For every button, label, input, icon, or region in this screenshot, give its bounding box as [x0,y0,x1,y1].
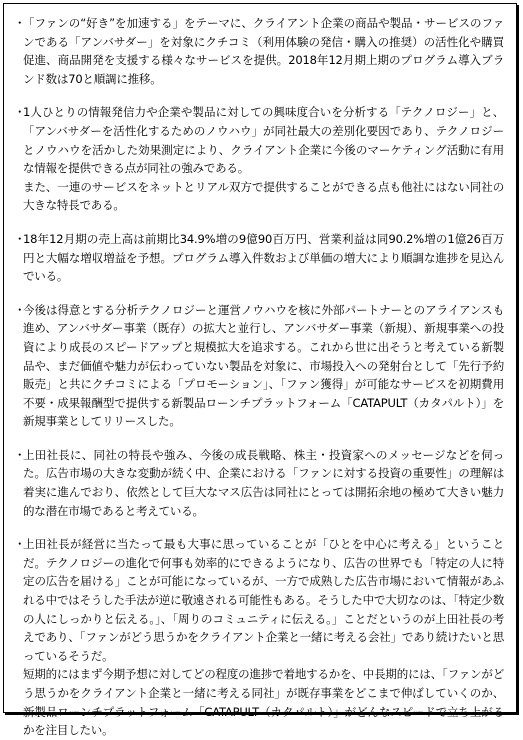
summary-item [14,446,504,520]
summary-paragraph: 「ファンの“好き”を加速する」をテーマに、クライアント企業の商品や製品・サービスのファンである「アンバサダー」を対象にクチコミ（利用体験の発信・購入の推奨）の活性化や購買促進、商品開発を支援する様々なサービスを提供。2018年12月期上期のプログラム導入ブランド数は70と順調に推移。 [23,16,504,86]
summary-paragraph: 上田社長に、同社の特長や強み、今後の成長戦略、株主・投資家へのメッセージなどを伺った。広告市場の大きな変動が続く中、企業における「ファンに対する投資の重要性」の理解は着実に進んでおり、依然として巨大なマス広告は同社にとっては開拓余地の極めて大きい魅力的な潜在市場であると考えている。 [23,447,504,518]
summary-item [14,103,504,215]
summary-paragraph: 今後は得意とする分析テクノロジーと運営ノウハウを核に外部パートナーとのアライアンスも進め、アンバサダー事業（既存）の拡大と並行し、アンバサダー事業（新規）、新規事業への投資により成長のスピードアップと規模拡大を追求する。これから世に出そうと考えている新製品や、まだ価値や魅力が伝わっていない製品を対象に、市場投入への発射台として「先行予約販売」と共にクチコミによる「プロモーション」、「ファン獲得」が可能なサービスを初期費用不要・成果報酬型で提供する新製品ローンチプラットフォーム「CATAPULT（カタパルト）」を新規事業としてリリースした。 [23,302,504,429]
summary-paragraph: 短期的にはまず今期予想に対してどの程度の進捗で着地するかを、中長期的には、「ファンがどう思うかをクライアント企業と一緒に考える同社」が既存事業をどこまで伸ばしていくのか、新製品ローンチプラットフォーム「CATAPULT（カタパルト）」がどんなスピードで立ち上がるかを注目したい。 [23,667,504,738]
summary-box [3,3,517,738]
summary-paragraph: 18年12月期の売上高は前期比34.9%増の9億90百万円、営業利益は同90.2%増の1億26百万円と大幅な増収増益を予想。プログラム導入件数および単価の増大により順調な進捗を見込んでいる。 [23,231,504,284]
summary-paragraph: 上田社長が経営に当たって最も大事に思っていることが「ひとを中心に考える」ということだ。テクノロジーの進化で何事も効率的にできるようになり、広告の世界でも「特定の人に特定の広告を届ける」ことが可能になっているが、一方で成熟した広告市場において情報があふれる中ではそうした手法が逆に敬遠される可能性もある。そうした中で大切なのは、「特定少数の人にしっかりと伝える。」、「周りのコミュニティに伝える。」ことだというのが上田社長の考えであり、「ファンがどう思うかをクライアント企業と一緒に考える会社」であり続けたいと思っているそうだ。 [23,537,504,663]
bullet: ・ [14,537,26,552]
summary-item [14,14,504,88]
summary-paragraph: また、一連のサービスをネットとリアル双方で提供することができる点も他社にはない同社の大きな特長である。 [23,179,504,213]
bullet: ・ [14,16,26,30]
bullet: ・ [14,231,26,246]
bullet: ・ [14,302,26,317]
summary-item [14,230,504,286]
summary-item [14,301,504,431]
summary-paragraph: 1人ひとりの情報発信力や企業や製品に対しての興味度合いを分析する「テクノロジー」と、「アンバサダーを活性化するためのノウハウ」が同社最大の差別化要因であり、テクノロジーとノウハウを活かした効果測定により、クライアント企業に今後のマーケティング活動に有用な情報を提供できる点が同社の強みである。 [23,105,504,176]
bullet: ・ [14,105,26,120]
bullet: ・ [14,447,26,462]
summary-item [14,535,504,740]
